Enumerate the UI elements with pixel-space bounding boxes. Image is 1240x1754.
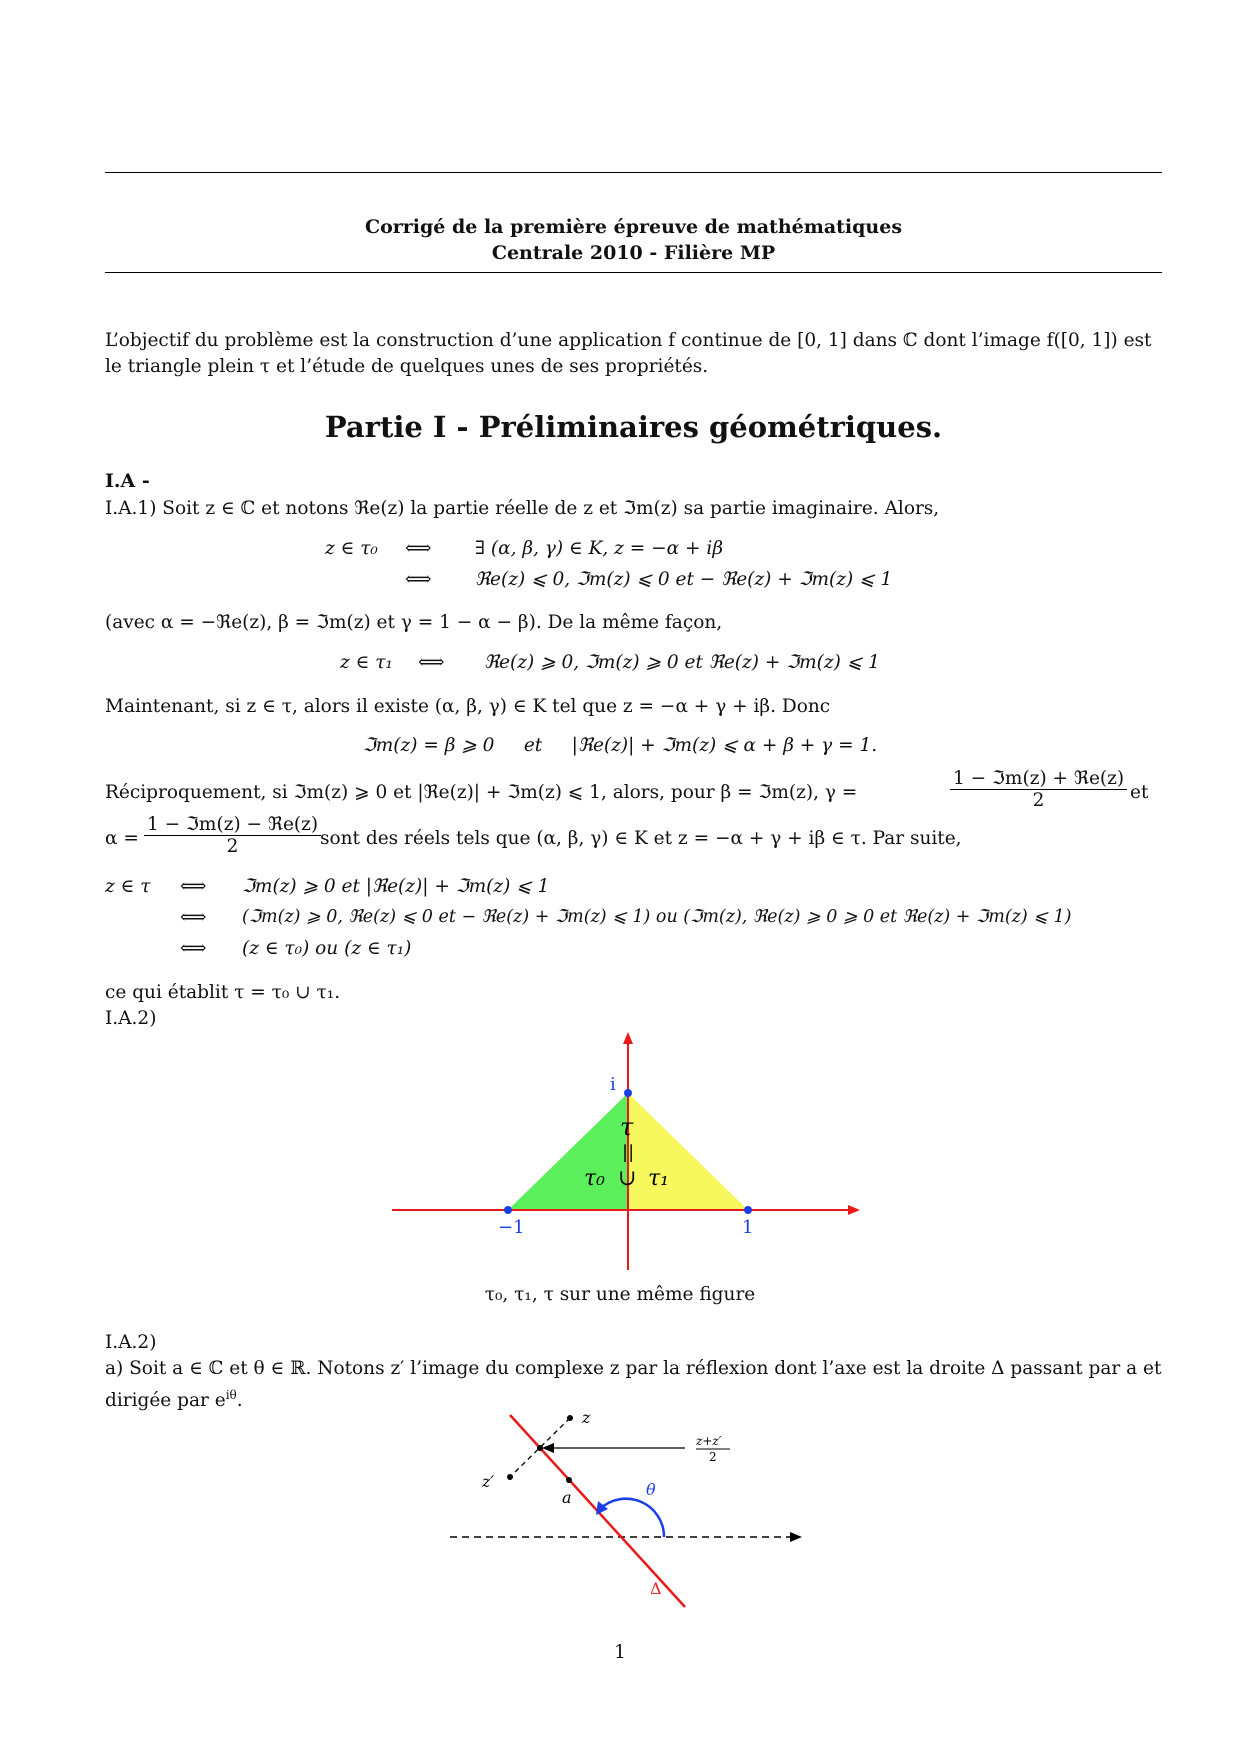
label-tau0: τ₀ xyxy=(584,1166,605,1191)
point-z xyxy=(567,1415,573,1421)
eq1-lhs: z ∈ τ₀ xyxy=(325,538,378,559)
eq4-iff2: ⟺ xyxy=(180,907,207,928)
eq4-iff1: ⟺ xyxy=(180,876,207,897)
recip-line1: Réciproquement, si ℑm(z) ⩾ 0 et |ℜe(z)| + ℑm(z) ⩽ 1, alors, pour β = ℑm(z), γ = xyxy=(105,782,858,803)
eq2-iff: ⟺ xyxy=(418,652,445,673)
eq1-rhs2: ℜe(z) ⩽ 0, ℑm(z) ⩽ 0 et − ℜe(z) + ℑm(z) ⩽ 1 xyxy=(475,569,893,590)
label-cup: ∪ xyxy=(618,1166,637,1191)
maintenant-paragraph: Maintenant, si z ∈ τ, alors il existe (α, β, γ) ∈ K tel que z = −α + γ + iβ. Donc xyxy=(105,696,831,717)
label-z: z xyxy=(582,1408,591,1427)
label-equals: || xyxy=(622,1142,635,1163)
theta-arc xyxy=(600,1499,664,1537)
horizontal-axis-arrow xyxy=(790,1532,802,1542)
label-midpoint-num: z+z′ xyxy=(696,1434,722,1448)
recip-fraction-gamma xyxy=(950,768,1127,811)
imag-axis-arrow xyxy=(623,1032,633,1044)
real-axis-arrow xyxy=(848,1205,860,1215)
point-1 xyxy=(744,1206,752,1214)
page-number: 1 xyxy=(614,1642,626,1663)
recip-alpha: α = xyxy=(105,828,139,849)
eq3: ℑm(z) = β ⩾ 0 et |ℜe(z)| + ℑm(z) ⩽ α + β + γ = 1. xyxy=(362,735,878,756)
ia1-paragraph: I.A.1) Soit z ∈ ℂ et notons ℜe(z) la partie réelle de z et ℑm(z) sa partie imaginaire. Alors, xyxy=(105,498,940,519)
recip-fraction-alpha xyxy=(144,814,321,857)
header-top-rule xyxy=(105,172,1162,173)
recip-et: et xyxy=(1130,782,1149,803)
point-minus1 xyxy=(504,1206,512,1214)
point-i xyxy=(624,1089,632,1097)
figure1-caption: τ₀, τ₁, τ sur une même figure xyxy=(484,1284,756,1305)
conclusion-line: ce qui établit τ = τ₀ ∪ τ₁. xyxy=(105,982,341,1003)
eq4-r3: (z ∈ τ₀) ou (z ∈ τ₁) xyxy=(242,938,412,959)
eq2-lhs: z ∈ τ₁ xyxy=(340,652,393,673)
section-heading-ia: I.A - xyxy=(105,470,150,492)
label-minus1: −1 xyxy=(498,1217,525,1238)
point-zprime xyxy=(507,1474,513,1480)
ia2b-label: I.A.2) xyxy=(105,1332,157,1353)
reflection-text: a) Soit a ∈ ℂ et θ ∈ ℝ. Notons z′ l’image du complexe z par la réflexion dont l’axe est la droite Δ passant par a et dirigée par e xyxy=(105,1358,1162,1412)
recip-fraction-alpha-num: 1 − ℑm(z) − ℜe(z) xyxy=(144,814,321,836)
recip-fraction-alpha-den: 2 xyxy=(226,836,239,857)
header-title-line1: Corrigé de la première épreuve de mathématiques xyxy=(364,216,903,238)
eq4-iff3: ⟺ xyxy=(180,938,207,959)
tau1-region xyxy=(628,1093,748,1210)
label-tau: τ xyxy=(620,1113,634,1141)
eq4-r1: ℑm(z) ⩾ 0 et |ℜe(z)| + ℑm(z) ⩽ 1 xyxy=(242,876,550,897)
avec-paragraph: (avec α = −ℜe(z), β = ℑm(z) et γ = 1 − α − β). De la même façon, xyxy=(105,612,723,633)
eq2-rhs: ℜe(z) ⩾ 0, ℑm(z) ⩾ 0 et ℜe(z) + ℑm(z) ⩽ 1 xyxy=(484,652,880,673)
reflection-sup: iθ xyxy=(225,1388,237,1402)
eq4-lhs: z ∈ τ xyxy=(105,876,151,897)
part-title: Partie I - Préliminaires géométriques. xyxy=(324,410,943,444)
label-midpoint-den: 2 xyxy=(709,1450,717,1464)
point-a xyxy=(566,1477,572,1483)
triangle-figure xyxy=(380,1030,870,1280)
label-delta: Δ xyxy=(650,1579,662,1598)
label-tau1: τ₁ xyxy=(648,1166,669,1191)
recip-line2: sont des réels tels que (α, β, γ) ∈ K et z = −α + γ + iβ ∈ τ. Par suite, xyxy=(320,828,962,849)
eq1-iff2: ⟺ xyxy=(405,569,432,590)
recip-fraction-gamma-den: 2 xyxy=(1032,790,1045,811)
eq1-iff1: ⟺ xyxy=(405,538,432,559)
intro-paragraph: L’objectif du problème est la construction d’une application f continue de [0, 1] dans ℂ dont l’image f([0, 1]) est le triangle plein τ et l’étude de quelques unes de ses propriétés. xyxy=(105,330,1152,377)
header-title-line2: Centrale 2010 - Filière MP xyxy=(491,242,776,264)
reflection-end: . xyxy=(236,1390,243,1412)
recip-fraction-gamma-num: 1 − ℑm(z) + ℜe(z) xyxy=(950,768,1127,790)
label-i: i xyxy=(610,1074,616,1095)
eq1-rhs1: ∃ (α, β, γ) ∈ K, z = −α + iβ xyxy=(475,538,724,559)
ia2-label: I.A.2) xyxy=(105,1008,157,1029)
label-a: a xyxy=(562,1488,572,1507)
tau0-region xyxy=(508,1093,628,1210)
header-bottom-rule xyxy=(105,272,1162,273)
label-zprime: z′ xyxy=(482,1472,495,1491)
label-1: 1 xyxy=(742,1217,754,1238)
eq4-r2: (ℑm(z) ⩾ 0, ℜe(z) ⩽ 0 et − ℜe(z) + ℑm(z) ⩽ 1) ou (ℑm(z), ℜe(z) ⩾ 0 ⩾ 0 et ℜe(z) + ℑm(z) ⩽ 1) xyxy=(242,907,1072,927)
reflection-figure xyxy=(440,1405,820,1615)
label-theta: θ xyxy=(646,1480,656,1499)
